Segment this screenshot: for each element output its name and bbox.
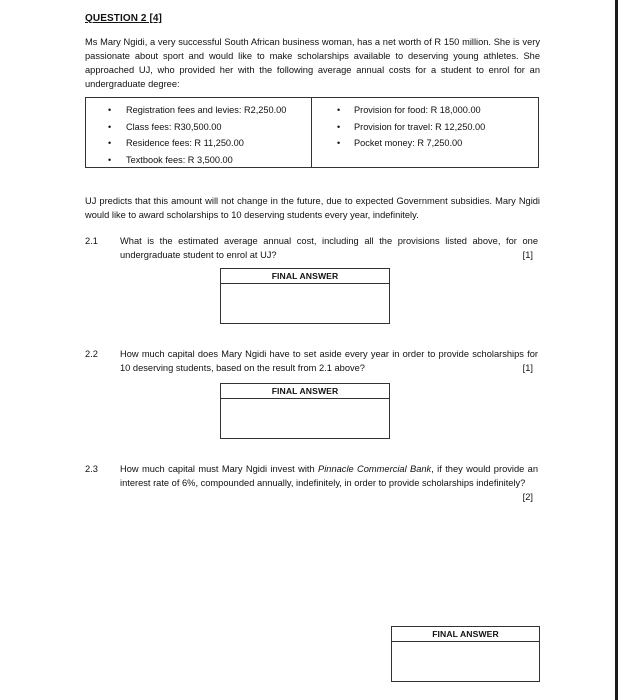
cost-item: • Pocket money: R 7,250.00	[312, 135, 538, 152]
cost-item: • Registration fees and levies: R2,250.00	[86, 102, 311, 119]
final-answer-box-2-1[interactable]	[220, 268, 390, 324]
cost-item: • Residence fees: R 11,250.00	[86, 135, 311, 152]
question-marks: [1]	[522, 363, 533, 373]
bullet-icon: •	[108, 121, 112, 132]
cost-column-left	[86, 98, 312, 167]
bullet-icon: •	[108, 138, 112, 148]
context-paragraph: UJ predicts that this amount will not change in the future, due to expected Government subsidies. Mary Ngidi would like to award scholarships to 10 deserving students every year, indefinitely.	[85, 196, 540, 220]
cost-item: • Textbook fees: R 3,500.00	[86, 152, 311, 169]
question-text: What is the estimated average annual cost, including all the provisions listed above, for one undergraduate student to enrol at UJ?	[120, 236, 538, 260]
question-number: 2.2	[85, 349, 98, 359]
final-answer-box-2-3[interactable]	[391, 626, 540, 682]
bullet-icon: •	[337, 105, 341, 115]
cost-item: • Provision for food: R 18,000.00	[312, 102, 538, 119]
cost-item: • Class fees: R30,500.00	[86, 119, 311, 136]
final-answer-label: FINAL ANSWER	[221, 269, 389, 284]
question-heading: QUESTION 2 [4]	[85, 13, 162, 24]
bullet-icon: •	[337, 121, 341, 132]
final-answer-label: FINAL ANSWER	[221, 384, 389, 399]
question-text: How much capital does Mary Ngidi have to set aside every year in order to provide scholarships for 10 deserving students, based on the result from 2.1 above?	[120, 349, 538, 373]
question-marks: [1]	[522, 250, 533, 260]
question-number: 2.1	[85, 236, 98, 246]
question-marks: [2]	[522, 492, 533, 502]
cost-table	[85, 97, 539, 168]
question-text: How much capital must Mary Ngidi invest with Pinnacle Commercial Bank, if they would provide an interest rate of 6%, compounded annually, indefinitely, in order to provide scholarships indefinitely?	[120, 464, 539, 488]
cost-item: • Provision for travel: R 12,250.00	[312, 119, 538, 136]
bullet-icon: •	[108, 105, 112, 115]
question-number: 2.3	[85, 464, 98, 474]
bullet-icon: •	[108, 154, 112, 165]
final-answer-box-2-2[interactable]	[220, 383, 390, 439]
intro-paragraph: Ms Mary Ngidi, a very successful South African business woman, has a net worth of R 150 million. She is very passionate about sport and would like to make scholarships available to deserving young athletes. She approached UJ, who provided her with the following average annual costs for a student to enrol for an undergraduate degree:	[85, 37, 540, 89]
bank-name: Pinnacle Commercial Bank	[318, 464, 432, 474]
bullet-icon: •	[337, 138, 341, 148]
final-answer-label: FINAL ANSWER	[392, 627, 539, 642]
cost-column-right	[312, 98, 538, 167]
